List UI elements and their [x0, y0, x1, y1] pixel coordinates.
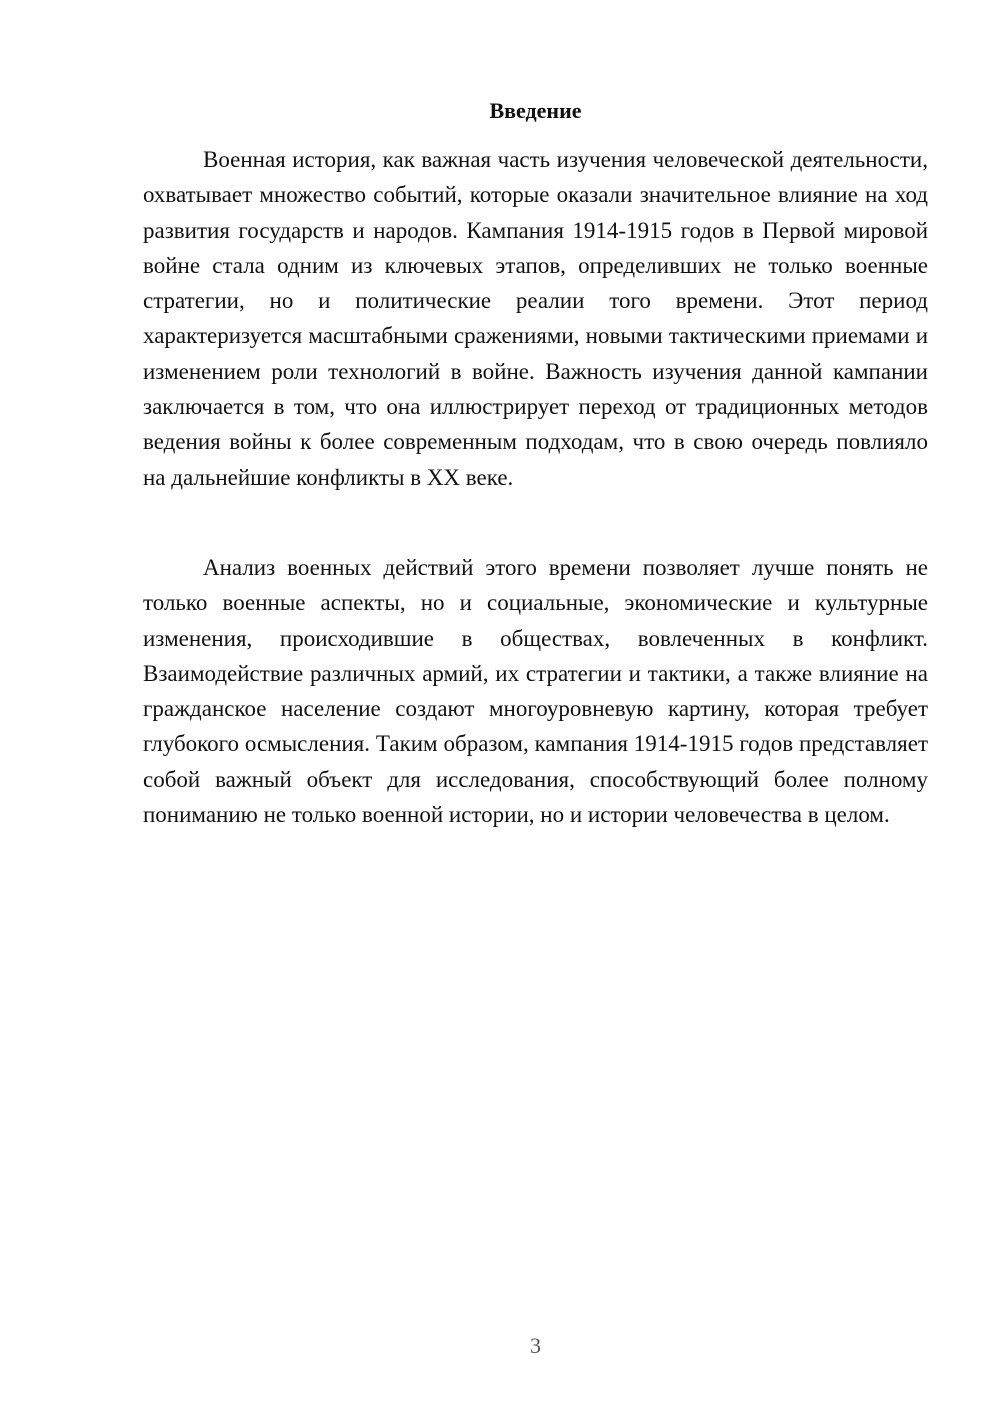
page-number: 3: [530, 1333, 541, 1358]
paragraph-1: Военная история, как важная часть изучения человеческой деятельности, охватывает множество событий, которые оказали значительное влияние на ход развития государств и народов. Кампания 1914-1915 годов в Первой мировой войне стала одним из ключевых этапов, определивших не только военные стратегии, но и политические реалии того времени. Этот период характеризуется масштабными сражениями, новыми тактическими приемами и изменением роли технологий в войне. Важность изучения данной кампании заключается в том, что она иллюстрирует переход от традиционных методов ведения войны к более современным подходам, что в свою очередь повлияло на дальнейшие конфликты в XX веке.: [143, 147, 928, 490]
section-heading: Введение: [489, 98, 582, 123]
paragraph-2: Анализ военных действий этого времени позволяет лучше понять не только военные аспекты, но и социальные, экономические и культурные изменения, происходившие в обществах, вовлеченных в конфликт. Взаимодействие различных армий, их стратегии и тактики, а также влияние на гражданское население создают многоуровневую картину, которая требует глубокого осмысления. Таким образом, кампания 1914-1915 годов представляет собой важный объект для исследования, способствующий более полному пониманию не только военной истории, но и истории человечества в целом.: [143, 555, 928, 828]
